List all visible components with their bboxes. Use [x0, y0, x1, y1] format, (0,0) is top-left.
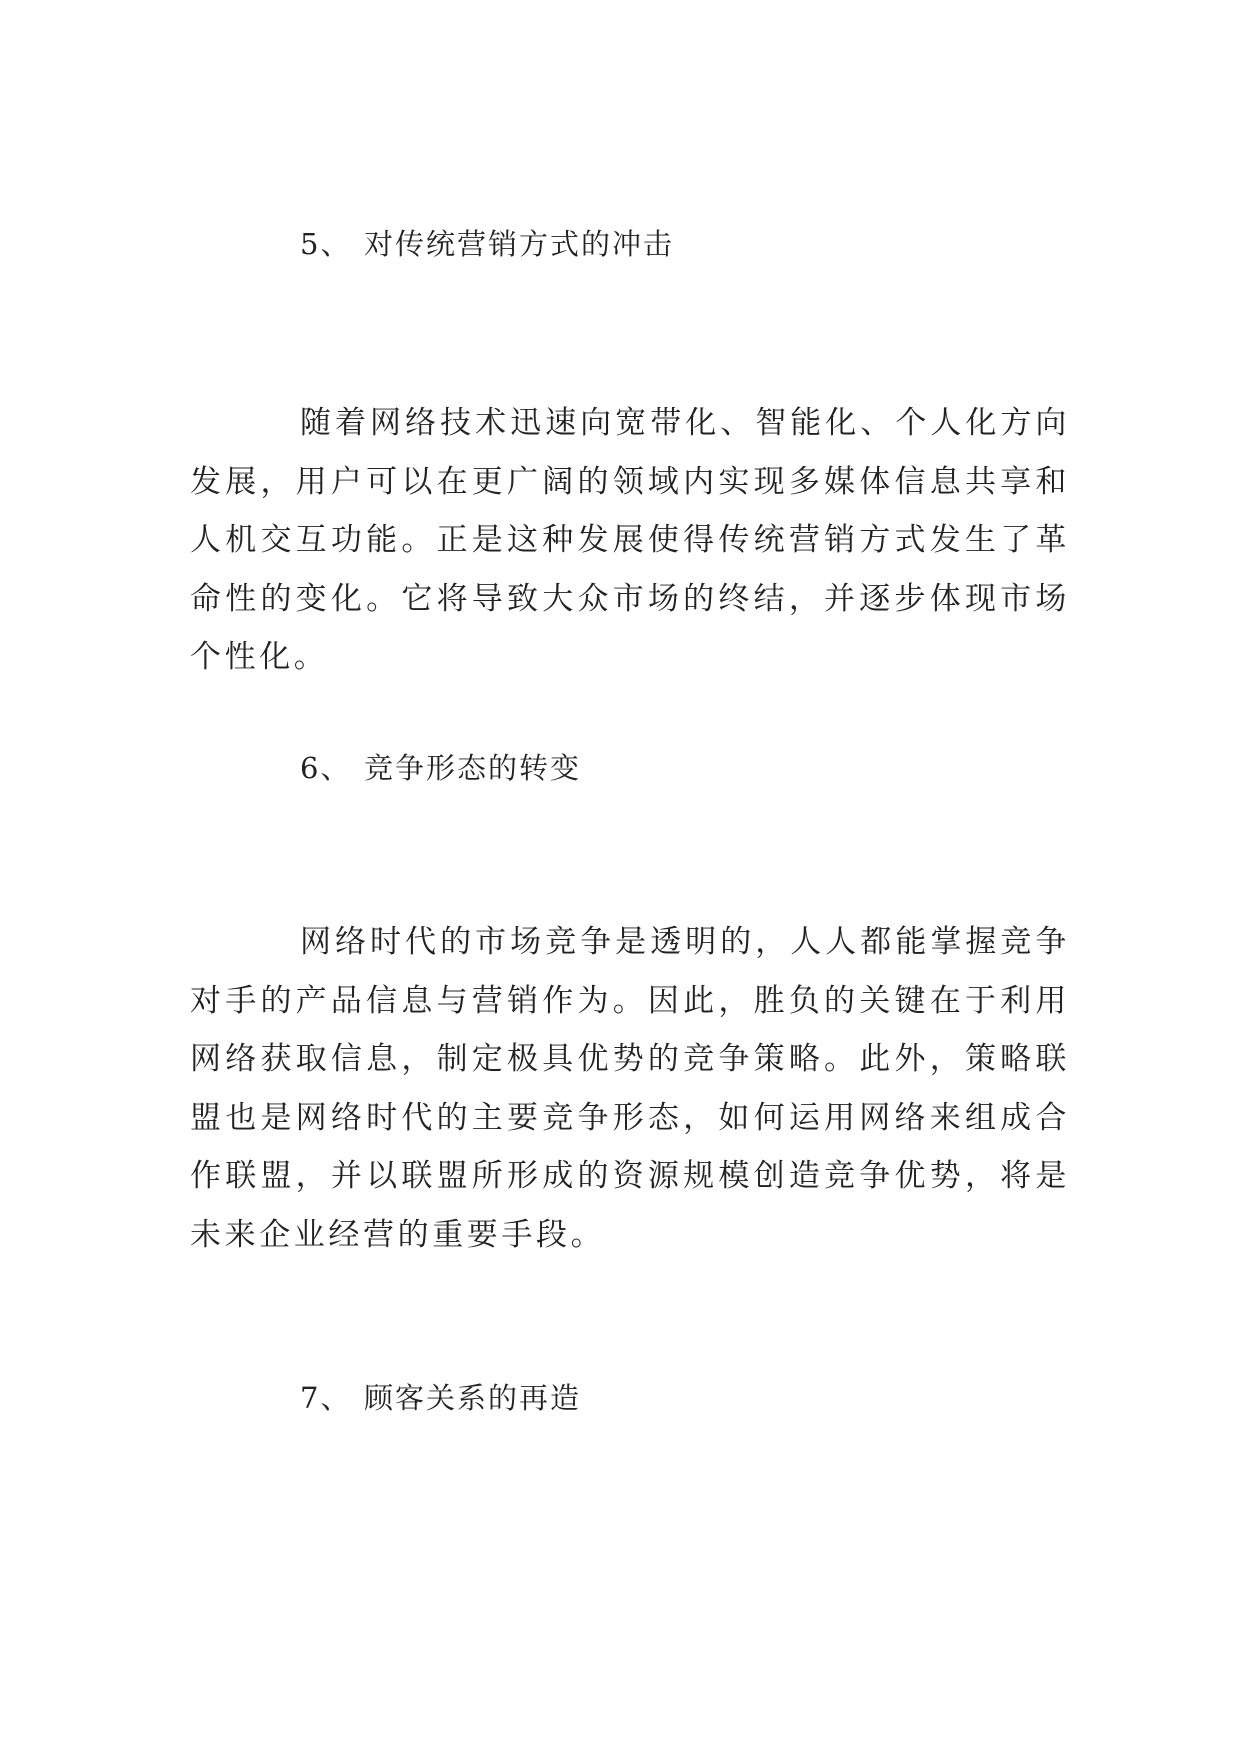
section-heading-6 — [300, 748, 581, 788]
section-number: 5、 — [300, 227, 352, 261]
section-paragraph-6: 网络时代的市场竞争是透明的，人人都能掌握竞争对手的产品信息与营销作为。因此，胜负的关键在于利用网络获取信息，制定极具优势的竞争策略。此外，策略联盟也是网络时代的主要竞争形态，如何运用网络来组成合作联盟，并以联盟所形成的资源规模创造竞争优势，将是未来企业经营的重要手段。 — [190, 924, 1070, 1253]
section-heading-7 — [300, 1378, 581, 1418]
section-heading-5 — [300, 224, 674, 264]
section-number: 7、 — [300, 1381, 352, 1415]
section-number: 6、 — [300, 751, 352, 785]
section-title: 对传统营销方式的冲击 — [364, 227, 675, 261]
section-title: 顾客关系的再造 — [364, 1381, 582, 1415]
section-paragraph-5: 随着网络技术迅速向宽带化、智能化、个人化方向发展，用户可以在更广阔的领域内实现多媒体信息共享和人机交互功能。正是这种发展使得传统营销方式发生了革命性的变化。它将导致大众市场的终结，并逐步体现市场个性化。 — [190, 405, 1070, 675]
section-title: 竞争形态的转变 — [364, 751, 582, 785]
